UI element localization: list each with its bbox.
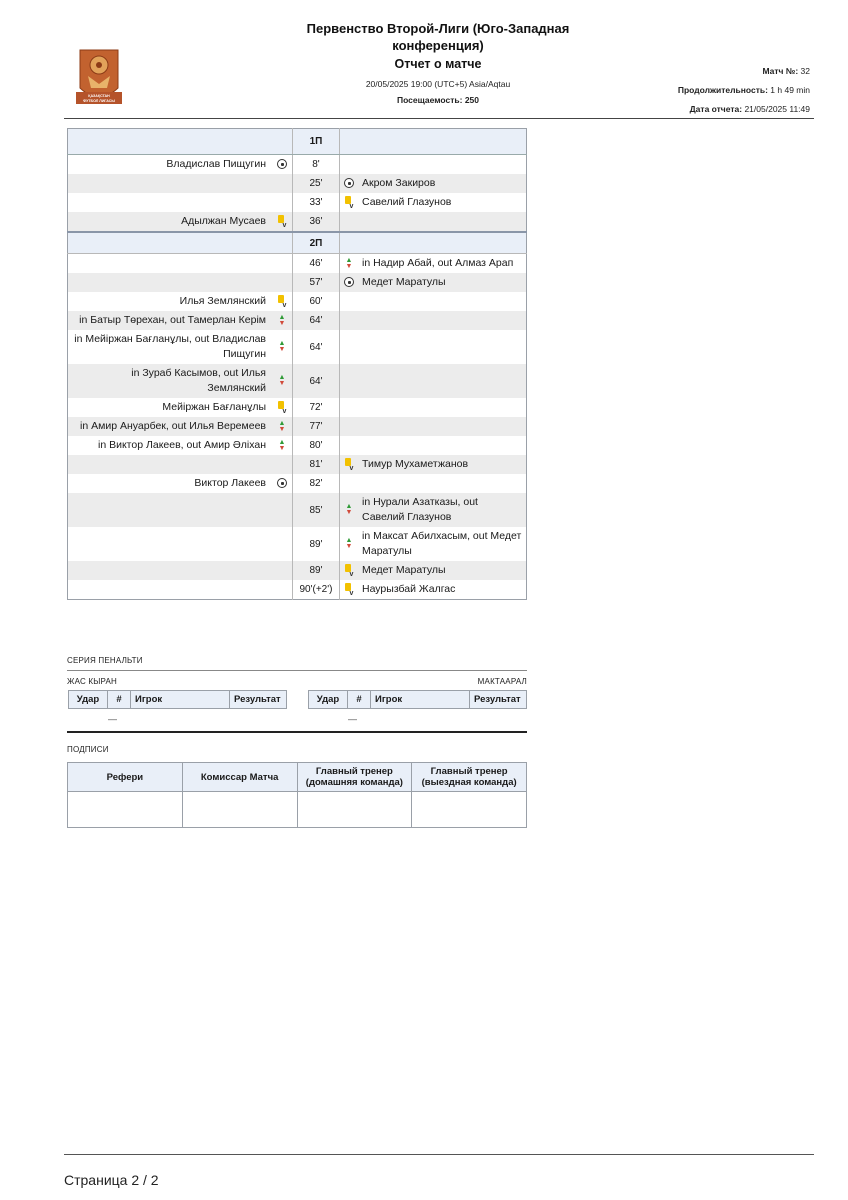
event-row <box>68 174 527 193</box>
away-event-text: Тимур Мухаметжанов <box>358 455 527 474</box>
signatures-table <box>67 762 527 828</box>
substitution-icon: ▲ ▼ <box>278 438 286 452</box>
yellow-card-icon <box>277 295 288 307</box>
home-penalty-table <box>68 690 287 709</box>
event-row <box>68 273 527 292</box>
event-minute: 64' <box>293 311 340 330</box>
away-event-text <box>358 474 527 493</box>
away-event-text <box>358 155 527 175</box>
home-event-text <box>68 527 273 561</box>
event-minute: 33' <box>293 193 340 212</box>
sig-col-home-coach: Главный тренер (домашняя команда) <box>297 763 412 792</box>
yellow-card-icon <box>277 215 288 227</box>
home-event-text <box>68 493 273 527</box>
away-event-text: in Нурали Азатказы, out Савелий Глазунов <box>358 493 527 527</box>
event-minute: 89' <box>293 527 340 561</box>
attendance-value: 250 <box>464 95 480 105</box>
pen-col-number: # <box>108 691 131 709</box>
report-date: Дата отчета: 21/05/2025 11:49 <box>689 104 810 114</box>
event-row <box>68 455 527 474</box>
event-row <box>68 254 527 274</box>
match-duration: Продолжительность: 1 h 49 min <box>677 85 810 95</box>
away-event-text: Медет Маратулы <box>358 273 527 292</box>
pen-col-shot: Удар <box>69 691 108 709</box>
sig-box-away-coach[interactable] <box>412 792 527 828</box>
away-event-text: Медет Маратулы <box>358 561 527 580</box>
sig-box-home-coach[interactable] <box>297 792 412 828</box>
event-row <box>68 292 527 311</box>
home-event-text: in Мейіржан Бағланұлы, out Владислав Пищугин <box>74 333 266 360</box>
away-event-text: in Надир Абай, out Алмаз Арап <box>362 257 514 269</box>
svg-text:ҚАЗАҚСТАН: ҚАЗАҚСТАН <box>88 94 110 98</box>
sig-box-commissioner[interactable] <box>182 792 297 828</box>
home-event-text <box>68 561 273 580</box>
footer-divider <box>64 1154 814 1155</box>
home-event-text <box>68 254 273 274</box>
period-row-second <box>68 232 527 254</box>
event-row <box>68 474 527 493</box>
yellow-card-icon <box>277 401 288 413</box>
event-minute: 80' <box>293 436 340 455</box>
period-label-first: 1П <box>293 129 340 155</box>
attendance <box>290 95 586 105</box>
page-number: Страница 2 / 2 <box>64 1172 159 1188</box>
event-minute: 72' <box>293 398 340 417</box>
match-number: Матч №: 32 <box>762 66 810 76</box>
penalties-section-label: СЕРИЯ ПЕНАЛЬТИ <box>67 656 143 665</box>
event-minute: 25' <box>293 174 340 193</box>
event-row <box>68 417 527 436</box>
event-minute: 85' <box>293 493 340 527</box>
away-event-text <box>358 212 527 232</box>
match-meta <box>678 62 810 119</box>
pen-col-shot: Удар <box>309 691 348 709</box>
away-event-text: Наурызбай Жалгас <box>362 583 456 595</box>
away-event-text: in Максат Абилхасым, out Медет Маратулы <box>362 530 522 557</box>
event-row <box>68 364 527 398</box>
event-row <box>68 311 527 330</box>
home-event-text: in Зураб Касымов, out Илья Землянский <box>68 364 273 398</box>
signatures-section-label: ПОДПИСИ <box>67 745 109 754</box>
substitution-icon: ▲ ▼ <box>278 374 286 388</box>
goal-icon <box>344 277 354 287</box>
substitution-icon: ▲ ▼ <box>345 537 353 551</box>
home-event-text: in Батыр Төрехан, out Тамерлан Керім <box>68 311 273 330</box>
period-row-first <box>68 129 527 155</box>
substitution-icon: ▲ ▼ <box>345 503 353 517</box>
away-event-text <box>358 311 527 330</box>
home-event-text: Мейіржан Бағланұлы <box>162 401 266 413</box>
away-event-text <box>358 436 527 455</box>
event-row <box>68 193 527 212</box>
home-team-name: ЖАС КЫРАН <box>67 677 118 686</box>
substitution-icon: ▲ ▼ <box>278 340 286 354</box>
away-event-text: Савелий Глазунов <box>362 196 452 208</box>
away-penalty-empty: — <box>348 714 357 724</box>
yellow-card-icon <box>344 458 355 470</box>
pen-col-result: Результат <box>470 691 527 709</box>
event-minute: 82' <box>293 474 340 493</box>
away-team-name: МАКТААРАЛ <box>477 677 527 686</box>
league-logo <box>74 48 124 106</box>
pen-col-result: Результат <box>230 691 287 709</box>
sig-box-referee[interactable] <box>68 792 183 828</box>
away-event-text: Акром Закиров <box>358 174 527 193</box>
event-row <box>68 330 527 364</box>
home-event-text <box>68 174 273 193</box>
match-datetime: 20/05/2025 19:00 (UTC+5) Asia/Aqtau <box>365 79 511 89</box>
substitution-icon: ▲ ▼ <box>278 313 286 327</box>
home-event-text <box>68 193 273 212</box>
event-row <box>68 561 527 580</box>
pen-col-player: Игрок <box>131 691 230 709</box>
event-minute: 57' <box>293 273 340 292</box>
away-event-text <box>358 330 527 364</box>
home-event-text <box>68 580 273 600</box>
event-minute: 46' <box>293 254 340 274</box>
event-row <box>68 580 527 600</box>
event-minute: 89' <box>293 561 340 580</box>
event-row <box>68 212 527 232</box>
sig-col-commissioner: Комиссар Матча <box>182 763 297 792</box>
event-row <box>68 155 527 175</box>
substitution-icon: ▲ ▼ <box>278 419 286 433</box>
sig-col-referee: Рефери <box>68 763 183 792</box>
event-minute: 64' <box>293 364 340 398</box>
attendance-label: Посещаемость: <box>396 95 463 105</box>
event-row <box>68 527 527 561</box>
competition-title: Первенство Второй-Лиги (Юго-Западная конференция) <box>306 21 570 53</box>
report-header <box>290 20 586 105</box>
sig-col-away-coach: Главный тренер (выездная команда) <box>412 763 527 792</box>
period-label-second: 2П <box>293 232 340 254</box>
yellow-card-icon <box>344 196 355 208</box>
goal-icon <box>277 159 287 169</box>
yellow-card-icon <box>344 583 355 595</box>
penalties-divider <box>67 670 527 671</box>
match-events-table <box>67 128 527 600</box>
event-minute: 90'(+2') <box>293 580 340 600</box>
report-subtitle: Отчет о матче <box>394 57 482 71</box>
event-minute: 64' <box>293 330 340 364</box>
home-event-text: Владислав Пищугин <box>166 158 266 170</box>
goal-icon <box>277 478 287 488</box>
event-minute: 81' <box>293 455 340 474</box>
home-event-text: in Виктор Лакеев, out Амир Әліхан <box>98 439 266 451</box>
event-minute: 77' <box>293 417 340 436</box>
yellow-card-icon <box>344 564 355 576</box>
header-divider <box>64 118 814 119</box>
pen-col-number: # <box>348 691 371 709</box>
home-event-text: Адылжан Мусаев <box>68 212 273 232</box>
home-event-text: Илья Землянский <box>179 295 266 307</box>
away-event-text <box>358 364 527 398</box>
away-event-text <box>358 417 527 436</box>
event-minute: 36' <box>293 212 340 232</box>
svg-text:ФУТБОЛ ЛИГАСЫ: ФУТБОЛ ЛИГАСЫ <box>83 99 115 103</box>
home-penalty-empty: — <box>108 714 117 724</box>
goal-icon <box>344 178 354 188</box>
event-row <box>68 436 527 455</box>
home-event-text <box>68 455 273 474</box>
substitution-icon: ▲ ▼ <box>345 256 353 270</box>
penalties-bottom-rule <box>67 731 527 733</box>
event-row <box>68 493 527 527</box>
event-minute: 8' <box>293 155 340 175</box>
home-event-text: in Амир Ануарбек, out Илья Веремеев <box>68 417 273 436</box>
pen-col-player: Игрок <box>371 691 470 709</box>
event-row <box>68 398 527 417</box>
home-event-text <box>68 273 273 292</box>
away-event-text <box>358 398 527 417</box>
event-minute: 60' <box>293 292 340 311</box>
home-event-text: Виктор Лакеев <box>194 477 266 489</box>
away-event-text <box>358 292 527 311</box>
away-penalty-table <box>308 690 527 709</box>
